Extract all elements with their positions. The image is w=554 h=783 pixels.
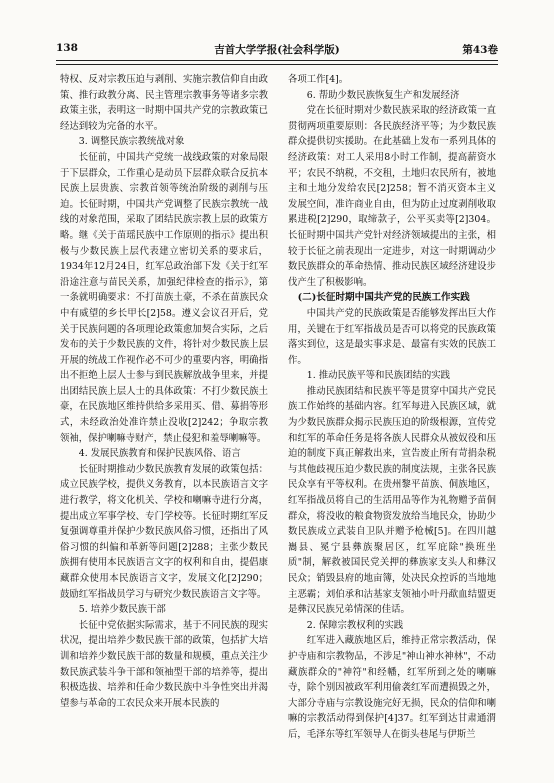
paragraph: 红军进入藏族地区后，维持正常宗教活动，保护寺庙和宗教物品，不涉足"神山神水神林"，不动藏族群众的"神符"和经幡，红军所到之处的喇嘛寺，除个别因被政军利用偷袭红军而遭损毁之外，大部分寺庙与宗教设施完好无损，民众的信仰和喇嘛的宗教活动得到保护[4]37。红军到达甘肃通渭后，毛泽东等红军领导人在街头巷尾与伊斯兰 — [288, 635, 496, 740]
header-rule — [56, 60, 498, 65]
paragraph: 党在长征时期对少数民族采取的经济政策一直贯彻两项重要原则：各民族经济平等；为少数民族群众提供切实援助。在此基础上发布一系列具体的经济政策：对工人采用8小时工作制，提高薪资水平；农民不纳税，不交租，土地归农民所有，被地主和土地分发给农民[2]258；暂不消灭资本主义发展空间，准许商业自由，但为防止过度剥削收取累进税[2]290，取缔款子，公平买卖等[2]304。长征时期中国共产党针对经济领域提出的主张，相较于长征之前表现出一定进步，对这一时期调动少数民族群众的革命热情、推动民族区域经济建设步伐产生了积极影响。 — [288, 105, 496, 288]
journal-title: 吉首大学学报(社会科学版) — [214, 44, 340, 56]
section-heading: 6. 帮助少数民族恢复生产和发展经济 — [306, 89, 460, 101]
section-heading: 3. 调整民族宗教统战对象 — [78, 136, 185, 148]
paragraph: 推动民族团结和民族平等是贯穿中国共产党民族工作始终的基础内容。红军每进入民族区域，就为少数民族群众揭示民族压迫的阶级根源，宣传党和红军的革命任务是将各族人民群众从被奴役和压迫的制度下真正解救出来，宣告废止所有苛捐杂税与其他歧视压迫少数民族的制度法规，主张各民族民众享有平等权利。在贵州黎平苗族、侗族地区，红军指战员将自己的生活用品等作为礼物赠予苗侗群众，将没收的粮食物资发放给当地民众，协助少数民族成立武装自卫队并赠予枪械[5]。在四川越巂县、冕宁县彝族聚居区，红军庇除"换班坐质"制，解救被国民党关押的彝族家支头人和彝汉民众；销毁县府的地亩簿，处决民众控诉的当地地主恶霸；刘伯承和沽基家支领袖小叶丹歃血结盟更是彝汉民族兄弟情深的佳话。 — [288, 385, 496, 616]
paragraph: 长征中党依据实际需求，基于不同民族的现实状况，提出培养少数民族干部的政策，包括扩大培训和培养少数民族干部的数量和规模，重点关注少数民族武装斗争干部和领袖型干部的培养等，提出积极选拔、培养和任命少数民族中斗争性突出并渴望参与革命的工农民众来开展本民族的 — [60, 619, 268, 709]
section-heading: 1. 推动民族平等和民族团结的实践 — [306, 370, 450, 382]
paragraph: 长征前，中国共产党统一战线政策的对象局限于下层群众，工作重心是动员下层群众联合反抗本民族上层贵族、宗教首领等统治阶级的剥削与压迫。长征时期，中国共产党调整了民族宗教统一战线的对象范围，采取了团结民族宗教上层的政策方略。继《关于苗瑶民族中工作原则的指示》提出积极与少数民族上层代表建立密切关系的要求后，1934年12月24日，红军总政治部下发《关于红军沿途注意与苗民关系，加强纪律检查的指示》，第一条就明确要求：不打苗族土豪，不杀在苗族民众中有威望的乡长甲长[2]58。遵义会议召开后，党关于民族问题的各项理论政策愈加契合实际，之后发布的关于少数民族的文件，将针对少数民族上层开展的统战工作视作必不可少的重要内容，明确指出不拒绝上层人士参与到民族解放战争里来，并提出团结民族上层人士的具体政策：不打少数民族土豪，在民族地区维持供给多采用买、借、募捐等形式，未经政治处准许禁止没收[2]242；争取宗教领袖，保护喇嘛寺财产，禁止侵犯和羞辱喇嘛等。 — [60, 151, 268, 444]
page-header — [56, 40, 498, 58]
paragraph: 中国共产党的民族政策是否能够发挥出巨大作用，关键在于红军指战员是否可以将党的民族政策落实到位，这是最实事求是、最富有实效的民族工作。 — [288, 307, 496, 366]
section-title: (二)长征时期中国共产党的民族工作实践 — [297, 292, 470, 304]
page-number: 138 — [56, 42, 78, 54]
section-heading: 4. 发展民族教育和保护民族风俗、语言 — [78, 448, 241, 460]
paragraph: 各项工作[4]。 — [288, 74, 349, 85]
paragraph: 长征时期推动少数民族教育发展的政策包括：成立民族学校，提供义务教育，以本民族语言文字进行教学，将文化机关、学校和喇嘛寺进行分离，提出成立军事学校、专门学校等。长征时期红军反复强调尊重并保护少数民族风俗习惯，还指出了风俗习惯的纠偏和革新等问题[2]288；主张少数民族拥有使用本民族语言文字的权利和自由，提倡康藏群众使用本民族语言文字，发展文化[2]290；鼓励红军指战员学习与研究少数民族语言文字等。 — [60, 463, 268, 600]
right-column — [288, 72, 496, 743]
left-column — [60, 72, 268, 711]
volume-number: 第43卷 — [462, 44, 498, 56]
section-heading: 5. 培养少数民族干部 — [78, 604, 166, 616]
section-heading: 2. 保障宗教权利的实践 — [306, 619, 404, 631]
paragraph: 特权、反对宗教压迫与剥削、实施宗教信仰自由政策、推行政教分离、民主管理宗教事务等诸多宗教政策主张，表明这一时期中国共产党的宗教政策已经达到较为完备的水平。 — [60, 74, 268, 132]
